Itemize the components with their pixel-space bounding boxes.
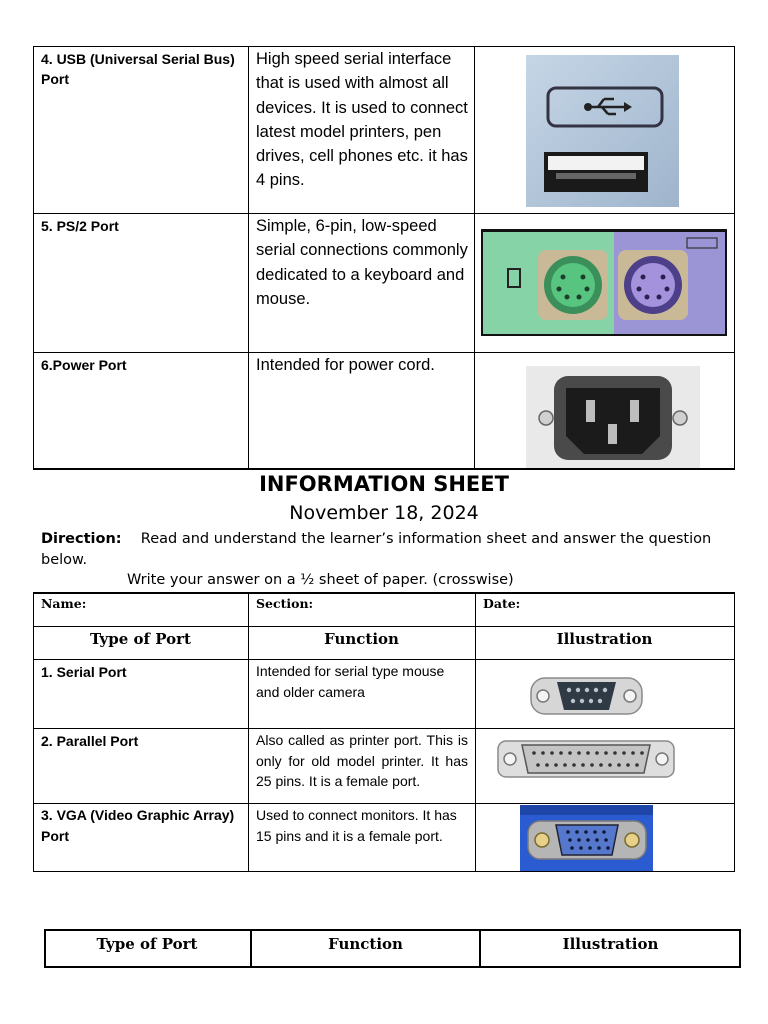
port-name: 5. PS/2 Port xyxy=(41,218,119,234)
answer-instruction: Write your answer on a ½ sheet of paper. (crosswise) xyxy=(127,572,514,588)
port-function: Intended for serial type mouse and older camera xyxy=(256,663,445,700)
port-name: 2. Parallel Port xyxy=(41,733,139,749)
page-title: INFORMATION SHEET xyxy=(259,472,509,496)
direction-paragraph xyxy=(41,529,721,571)
column-header-type: Type of Port xyxy=(96,935,198,953)
parallel-port-illustration xyxy=(496,737,676,781)
usb-port-illustration xyxy=(526,55,679,207)
vga-port-illustration xyxy=(520,805,653,871)
sheet-date: November 18, 2024 xyxy=(289,502,479,524)
port-name: 1. Serial Port xyxy=(41,664,127,680)
port-name: 6.Power Port xyxy=(41,357,127,373)
port-function: Intended for power cord. xyxy=(256,356,435,374)
section-field-label: Section: xyxy=(256,596,314,611)
column-header-function: Function xyxy=(328,935,403,953)
column-header-function: Function xyxy=(324,630,399,648)
port-name: 3. VGA (Video Graphic Array) Port xyxy=(41,807,235,844)
port-function: Used to connect monitors. It has 15 pins and it is a female port. xyxy=(256,807,457,844)
column-header-illustration: Illustration xyxy=(562,935,659,953)
ps2-port-illustration xyxy=(481,229,727,336)
direction-text: Read and understand the learner’s information sheet and answer the question below. xyxy=(41,531,712,568)
port-function: Also called as printer port. This is only for old model printer. It has 25 pins. It is a female port. xyxy=(256,732,468,789)
column-header-illustration: Illustration xyxy=(556,630,653,648)
serial-port-illustration xyxy=(529,672,644,720)
power-port-illustration xyxy=(526,366,700,468)
direction-label: Direction: xyxy=(41,531,122,547)
name-field-label: Name: xyxy=(41,596,87,611)
column-header-type: Type of Port xyxy=(90,630,191,648)
date-field-label: Date: xyxy=(483,596,521,611)
port-name: 4. USB (Universal Serial Bus) Port xyxy=(41,51,235,87)
port-function: Simple, 6-pin, low-speed serial connections commonly dedicated to a keyboard and mouse. xyxy=(256,217,468,308)
port-function: High speed serial interface that is used with almost all devices. It is used to connect latest model printers, pen drives, cell phones etc. it has 4 pins. xyxy=(256,50,468,190)
